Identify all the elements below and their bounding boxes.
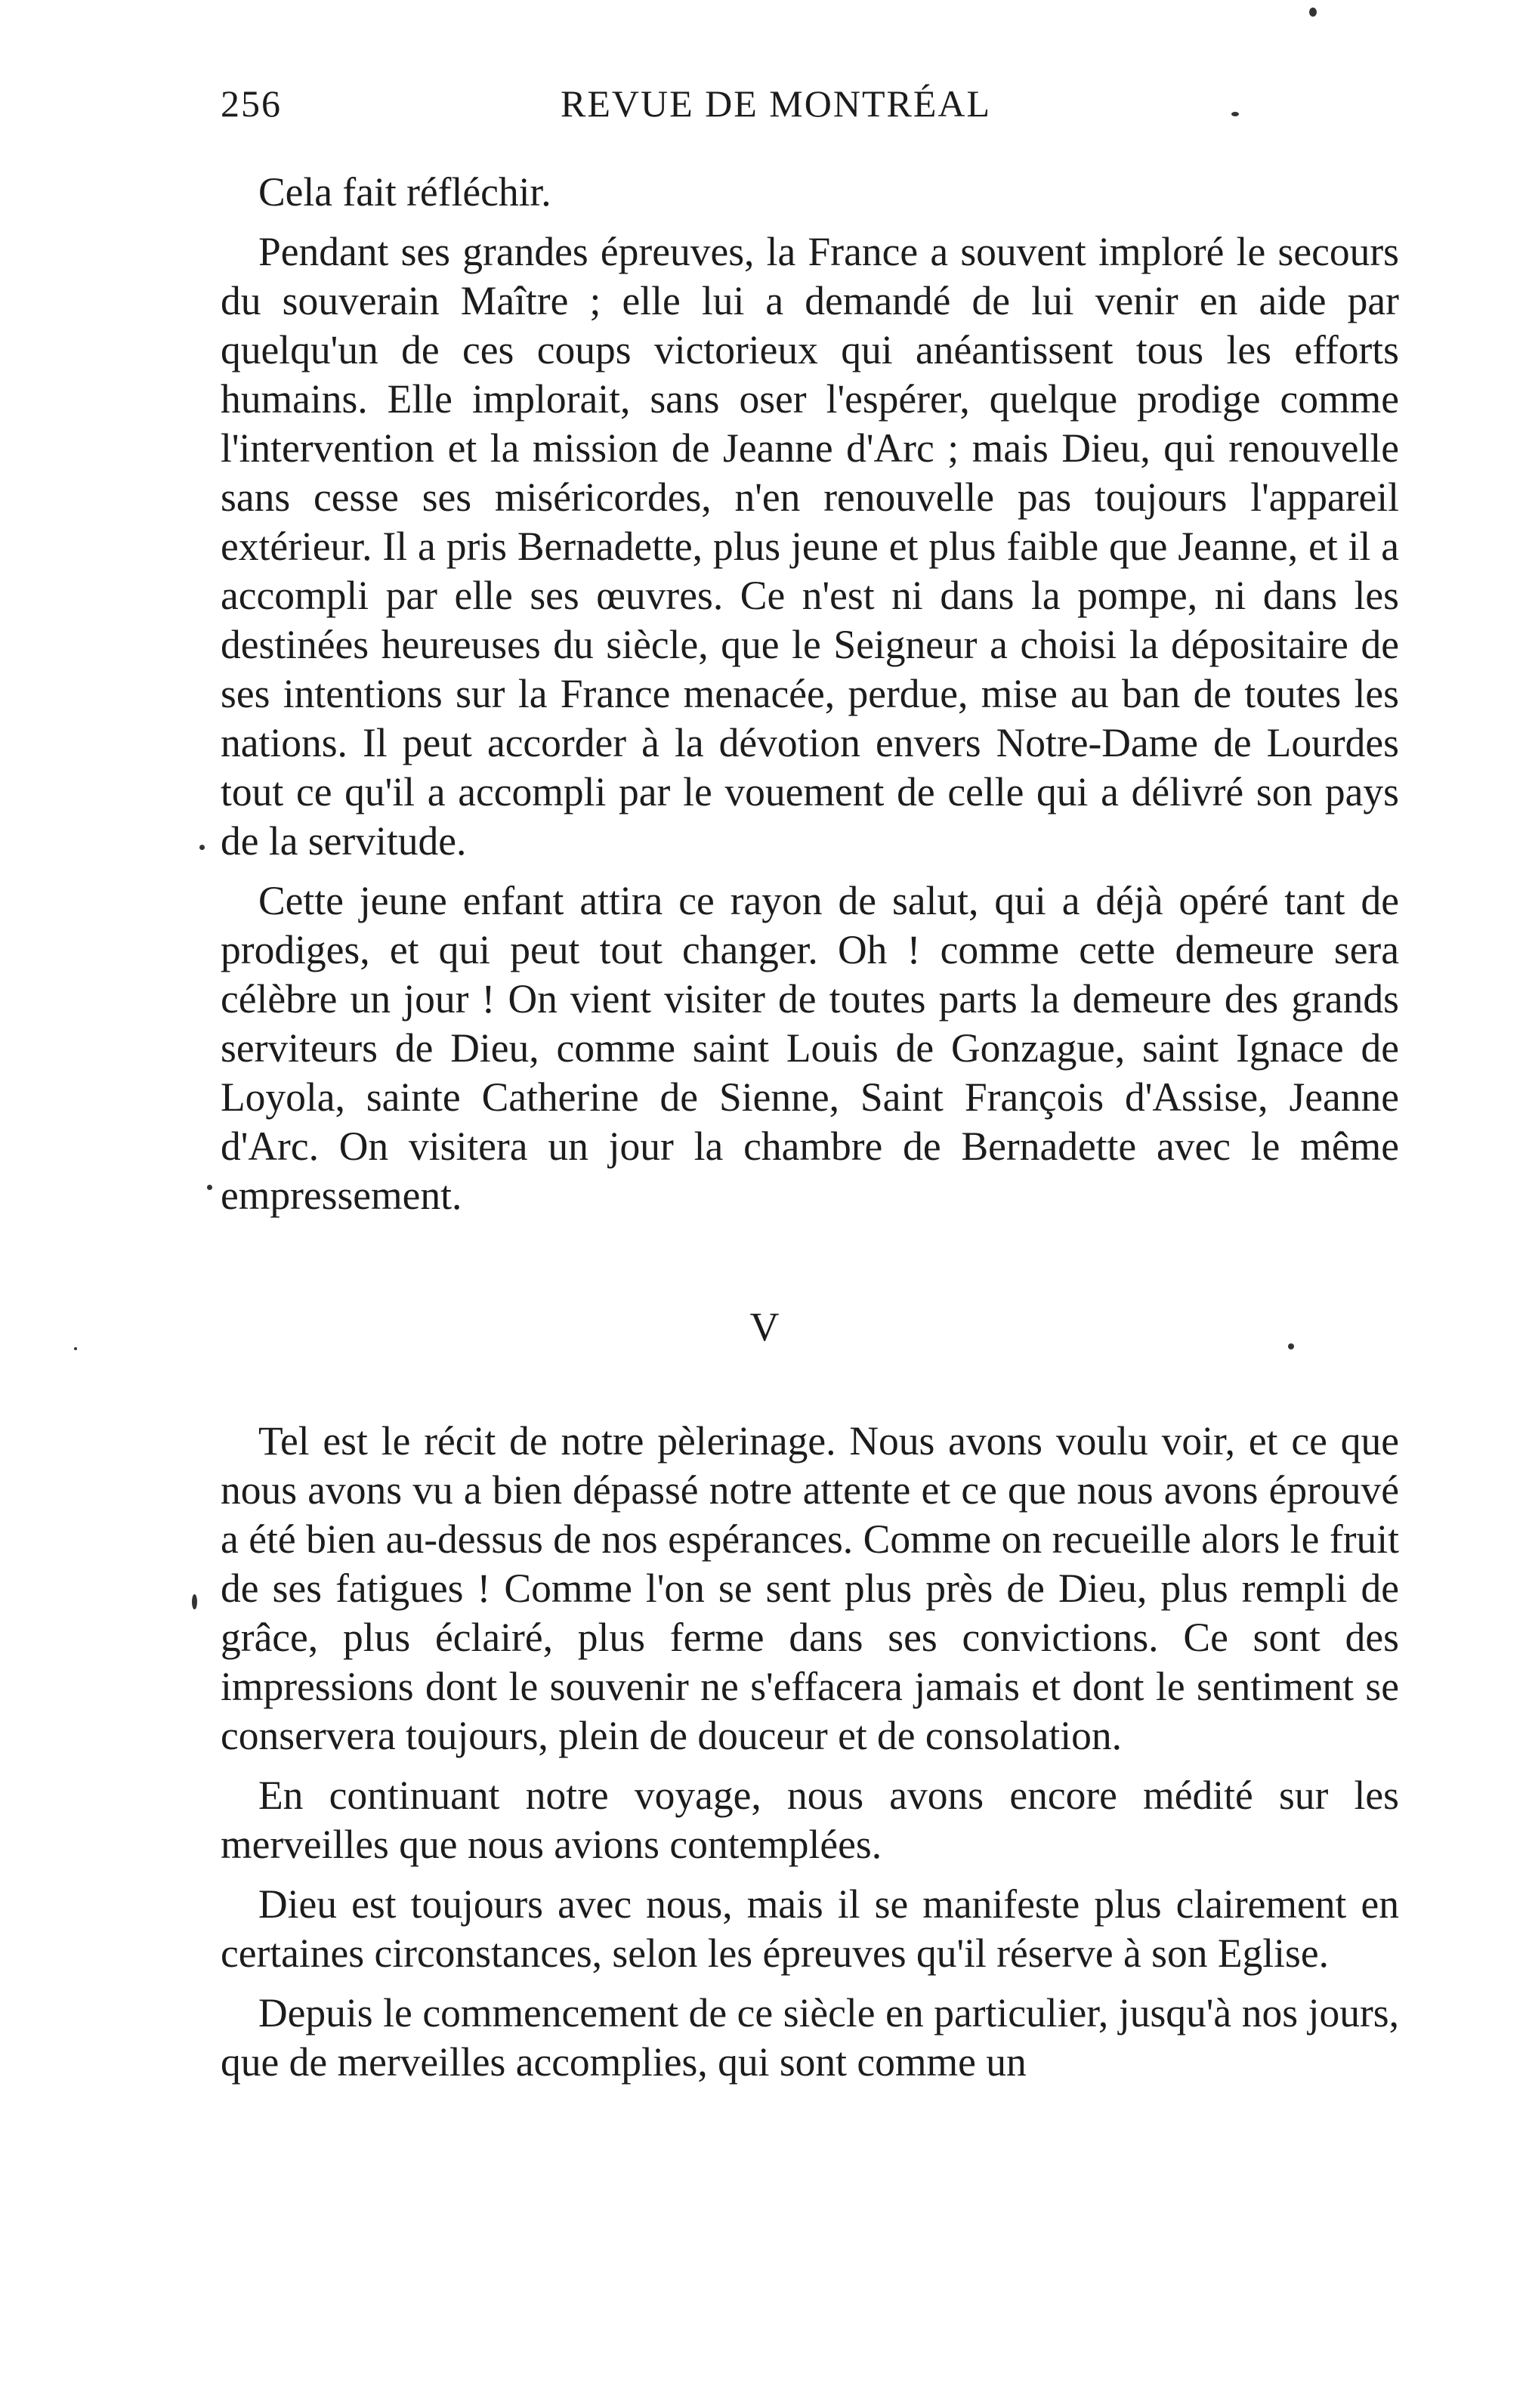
scan-speck [192, 1594, 197, 1609]
paragraph: Depuis le commencement de ce siècle en particulier, jusqu'à nos jours, que de merveilles accomplies, qui sont comme un [221, 1990, 1399, 2085]
running-title: REVUE DE MONTRÉAL [561, 82, 992, 125]
scan-speck [207, 1185, 212, 1190]
section-two-text [221, 1417, 1399, 2097]
paragraph: Pendant ses grandes épreuves, la France a souvent imploré le secours du souverain Maître ; elle lui a demandé de lui venir en aide par quelqu'un de ces coups victorieux qui anéantissent tous les efforts humains. Elle implorait, sans oser l'espérer, quelque prodige comme l'intervention et la mission de Jeanne d'Arc ; mais Dieu, qui renouvelle sans cesse ses miséricordes, n'en renouvelle pas toujours l'appareil extérieur. Il a pris Bernadette, plus jeune et plus faible que Jeanne, et il a accompli par elle ses œuvres. Ce n'est ni dans la pompe, ni dans les destinées heureuses du siècle, que le Seigneur a choisi la dépositaire de ses intentions sur la France menacée, perdue, mise au ban de toutes les nations. Il peut accorder à la dévotion envers Notre-Dame de Lourdes tout ce qu'il a accompli par le vouement de celle qui a délivré son pays de la servitude. [221, 229, 1399, 864]
section-heading: V [749, 1304, 780, 1349]
paragraph: Dieu est toujours avec nous, mais il se manifeste plus clairement en certaines circonstances, selon les épreuves qu'il réserve à son Eglise. [221, 1881, 1399, 1976]
scan-speck [1309, 8, 1317, 17]
scan-speck [1288, 1343, 1294, 1349]
section-one-text [221, 168, 1399, 1231]
scan-speck [199, 845, 205, 850]
paragraph: Cette jeune enfant attira ce rayon de salut, qui a déjà opéré tant de prodiges, et qui peut tout changer. Oh ! comme cette demeure sera célèbre un jour ! On vient visiter de toutes parts la demeure des grands serviteurs de Dieu, comme saint Louis de Gonzague, saint Ignace de Loyola, sainte Catherine de Sienne, Saint François d'Assise, Jeanne d'Arc. On visitera un jour la chambre de Bernadette avec le même empressement. [221, 878, 1399, 1218]
paragraph: En continuant notre voyage, nous avons encore médité sur les merveilles que nous avions contemplées. [221, 1773, 1399, 1867]
paragraph: Tel est le récit de notre pèlerinage. Nous avons voulu voir, et ce que nous avons vu a bien dépassé notre attente et ce que nous avons éprouvé a été bien au-dessus de nos espérances. Comme on recueille alors le fruit de ses fatigues ! Comme l'on se sent plus près de Dieu, plus rempli de grâce, plus éclairé, plus ferme dans ses convictions. Ce sont des impressions dont le souvenir ne s'effacera jamais et dont le sentiment se conservera toujours, plein de douceur et de consolation. [221, 1418, 1399, 1758]
scan-speck [74, 1347, 77, 1350]
scan-speck [1231, 112, 1239, 116]
paragraph: Cela fait réfléchir. [258, 169, 551, 215]
page-number: 256 [221, 82, 282, 125]
page-header [221, 82, 1278, 134]
